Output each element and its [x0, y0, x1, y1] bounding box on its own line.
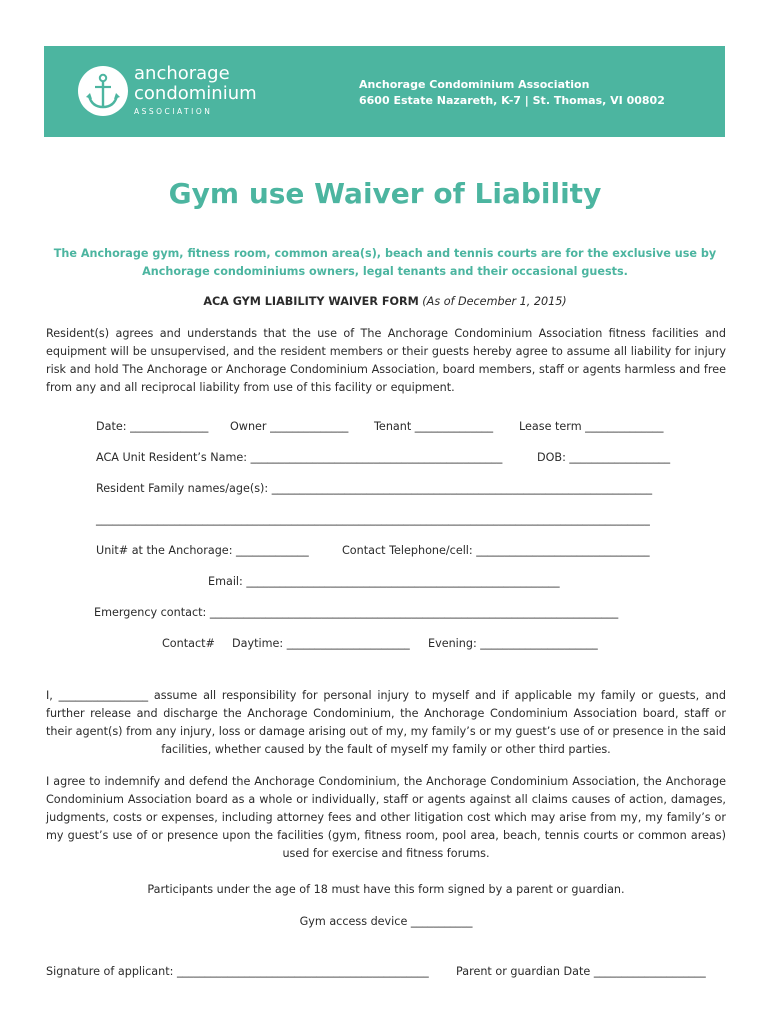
form-heading-label: ACA GYM LIABILITY WAIVER FORM [203, 295, 419, 308]
logo-line-2: condominium [134, 83, 257, 104]
owner-field[interactable]: Owner ______________ [230, 420, 349, 433]
contact-number-label: Contact# [162, 637, 215, 650]
logo-wordmark [134, 64, 257, 116]
page-title: Gym use Waiver of Liability [168, 177, 602, 210]
association-address: 6600 Estate Nazareth, K-7 | St. Thomas, VI 00802 [359, 94, 665, 107]
logo-line-1: anchorage [134, 63, 230, 84]
family-names-field[interactable]: Resident Family names/age(s): ____________________________________________________________________ [96, 482, 653, 495]
responsibility-paragraph: I, ________________ assume all responsibility for personal injury to myself and if applicable my family or guests, and further release and discharge the Anchorage Condominium, the Anchorage Condominium Association board, staff or their agent(s) from any injury, loss or damage arising out of my, my family’s or my guest’s use of or presence in the said facilities, whether caused by the fault of myself my family or other third parties. [46, 689, 726, 756]
anchor-logo-icon [78, 66, 128, 116]
gym-access-device-field[interactable]: Gym access device ___________ [299, 915, 473, 928]
daytime-field[interactable]: Daytime: ______________________ [232, 637, 410, 650]
contact-phone-field[interactable]: Contact Telephone/cell: _______________________________ [342, 544, 650, 557]
lease-term-field[interactable]: Lease term ______________ [519, 420, 664, 433]
email-field[interactable]: Email: ________________________________________________________ [208, 575, 560, 588]
guardian-date-field[interactable]: Parent or guardian Date ____________________ [456, 965, 706, 978]
date-field[interactable]: Date: ______________ [96, 420, 209, 433]
header-banner [44, 46, 725, 137]
form-heading-date: (As of December 1, 2015) [422, 295, 567, 308]
unit-number-field[interactable]: Unit# at the Anchorage: _____________ [96, 544, 309, 557]
logo-line-3: ASSOCIATION [134, 107, 213, 116]
emergency-contact-field[interactable]: Emergency contact: _________________________________________________________________________ [94, 606, 619, 619]
dob-field[interactable]: DOB: __________________ [537, 451, 671, 464]
form-heading [0, 295, 770, 308]
association-info [359, 77, 665, 109]
evening-field[interactable]: Evening: _____________________ [428, 637, 598, 650]
liability-paragraph: Resident(s) agrees and understands that the use of The Anchorage Condominium Association fitness facilities and equipment will be unsupervised, and the resident members or their guests hereby agree to assume all liability for injury risk and hold The Anchorage or Anchorage Condominium Association, board members, staff or agents harmless and free from any and all reciprocal liability from use of this facility or equipment. [46, 327, 726, 394]
tenant-field[interactable]: Tenant ______________ [374, 420, 494, 433]
intro-text: The Anchorage gym, fitness room, common area(s), beach and tennis courts are for the exclusive use by Anchorage condominiums owners, legal tenants and their occasional guests. [53, 247, 717, 278]
minors-note: Participants under the age of 18 must have this form signed by a parent or guardian. [147, 883, 625, 896]
family-names-continued-field[interactable]: ___________________________________________________________________________________________________ [96, 513, 650, 526]
indemnify-paragraph: I agree to indemnify and defend the Anchorage Condominium, the Anchorage Condominium Association, the Anchorage Condominium Association board as a whole or individually, staff or agents against all claims causes of action, damages, judgments, costs or expenses, including attorney fees and other litigation cost which may arise from my, my family’s or my guest’s use of or presence upon the facilities (gym, fitness room, pool area, beach, tennis courts or common areas) used for exercise and fitness forums. [46, 775, 726, 860]
resident-name-field[interactable]: ACA Unit Resident’s Name: _____________________________________________ [96, 451, 503, 464]
association-name: Anchorage Condominium Association [359, 78, 590, 91]
signature-field[interactable]: Signature of applicant: _____________________________________________ [46, 965, 429, 978]
